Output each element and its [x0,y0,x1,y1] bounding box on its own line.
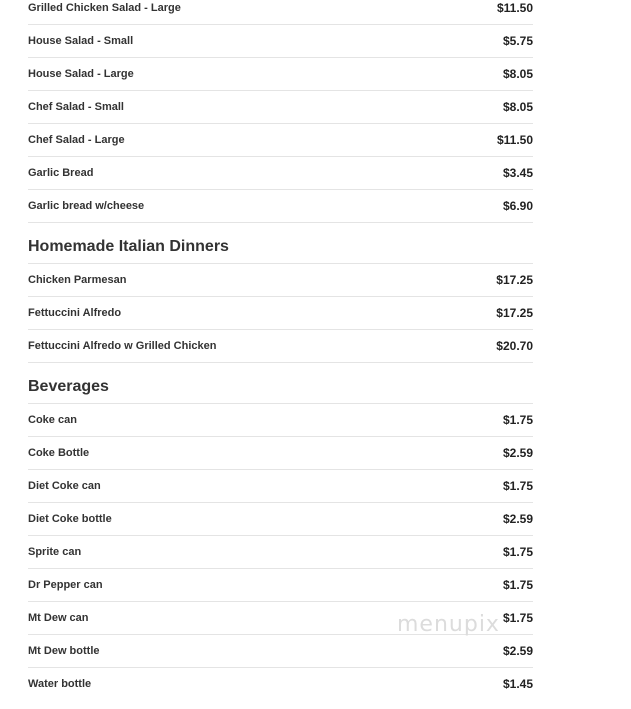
menu-item [28,157,533,190]
item-name: Diet Coke can [28,480,101,492]
item-price: $2.59 [502,446,533,460]
item-name: Garlic Bread [28,167,94,179]
menu-item [28,437,533,470]
menu-list [28,0,533,700]
item-price: $20.70 [496,339,533,353]
item-name: Grilled Chicken Salad - Large [28,2,181,14]
item-price: $2.59 [502,644,533,658]
menu-item [28,91,533,124]
item-name: Coke can [28,414,77,426]
item-price: $1.75 [502,578,533,592]
menu-item [28,470,533,503]
item-name: Sprite can [28,546,82,558]
item-price: $1.75 [502,479,533,493]
menu-item [28,58,533,91]
item-name: Garlic bread w/cheese [28,200,145,212]
item-name: Chef Salad - Large [28,134,125,146]
section-heading-italian-dinners: Homemade Italian Dinners [28,223,533,264]
section-heading-beverages: Beverages [28,363,533,404]
item-price: $11.50 [496,1,533,15]
item-price: $6.90 [502,199,533,213]
item-name: Fettuccini Alfredo w Grilled Chicken [28,340,217,352]
item-name: Diet Coke bottle [28,513,112,525]
menu-item [28,297,533,330]
menu-item [28,668,533,700]
item-price: $5.75 [502,34,533,48]
item-price: $8.05 [502,100,533,114]
menu-item [28,503,533,536]
item-price: $1.75 [502,413,533,427]
item-name: House Salad - Small [28,35,134,47]
menu-item [28,635,533,668]
item-name: House Salad - Large [28,68,134,80]
menu-item [28,569,533,602]
item-name: Chef Salad - Small [28,101,124,113]
item-price: $1.45 [502,677,533,691]
menu-item [28,25,533,58]
menu-item [28,124,533,157]
item-name: Dr Pepper can [28,579,103,591]
item-name: Mt Dew can [28,612,89,624]
item-name: Fettuccini Alfredo [28,307,122,319]
item-price: $11.50 [496,133,533,147]
item-price: $17.25 [496,306,533,320]
item-name: Chicken Parmesan [28,274,127,286]
item-price: $17.25 [496,273,533,287]
item-name: Coke Bottle [28,447,90,459]
item-name: Water bottle [28,678,92,690]
menupix-watermark: menupix [397,612,500,637]
item-price: $1.75 [502,545,533,559]
menu-item [28,264,533,297]
item-price: $8.05 [502,67,533,81]
menu-item [28,536,533,569]
menu-item [28,190,533,223]
menu-item [28,404,533,437]
item-name: Mt Dew bottle [28,645,100,657]
menu-item [28,0,533,25]
item-price: $3.45 [502,166,533,180]
item-price: $2.59 [502,512,533,526]
item-price: $1.75 [502,611,533,625]
menu-item [28,330,533,363]
